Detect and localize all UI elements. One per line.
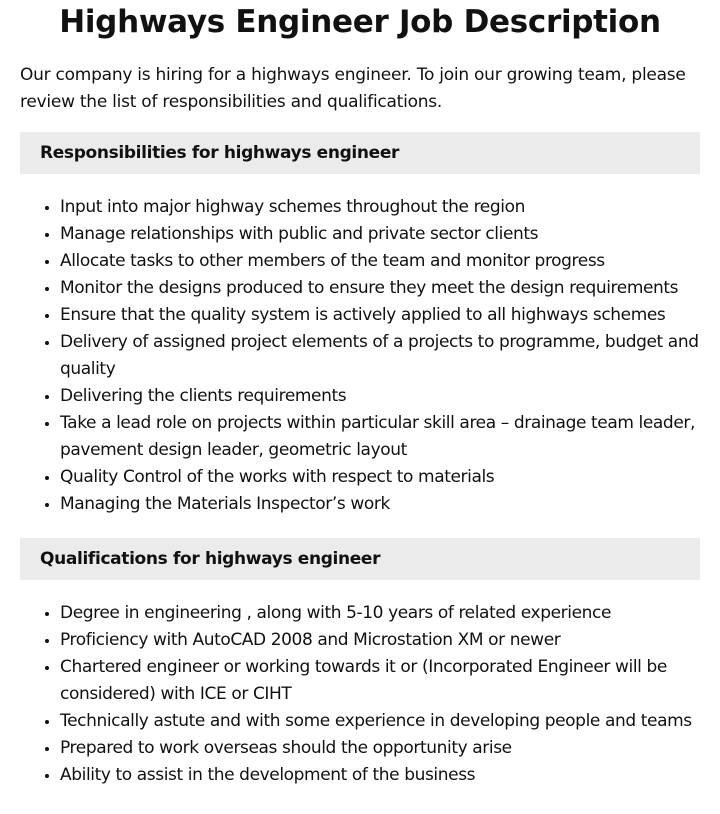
list-item: • Take a lead role on projects within particular skill area – drainage team leader, pavement design leader, geometric layout [60, 410, 700, 464]
list-item: • Prepared to work overseas should the opportunity arise [60, 735, 700, 762]
list-item: • Ensure that the quality system is actively applied to all highways schemes [60, 302, 700, 329]
qualifications-list [20, 600, 700, 789]
list-item: • Quality Control of the works with respect to materials [60, 464, 700, 491]
list-item: • Delivery of assigned project elements of a projects to programme, budget and quality [60, 329, 700, 383]
list-item: • Input into major highway schemes throughout the region [60, 194, 700, 221]
list-item: • Proficiency with AutoCAD 2008 and Microstation XM or newer [60, 627, 700, 654]
list-item: • Managing the Materials Inspector’s work [60, 491, 700, 518]
responsibilities-list [20, 194, 700, 518]
list-item: • Degree in engineering , along with 5-10 years of related experience [60, 600, 700, 627]
list-item: • Technically astute and with some experience in developing people and teams [60, 708, 700, 735]
responsibilities-heading: Responsibilities for highways engineer [20, 132, 700, 174]
list-item: • Ability to assist in the development of the business [60, 762, 700, 789]
list-item: • Chartered engineer or working towards it or (Incorporated Engineer will be considered) with ICE or CIHT [60, 654, 700, 708]
page-title: Highways Engineer Job Description [59, 4, 661, 40]
list-item: • Allocate tasks to other members of the team and monitor progress [60, 248, 700, 275]
intro-paragraph: Our company is hiring for a highways engineer. To join our growing team, please review the list of responsibilities and qualifications. [20, 65, 686, 112]
list-item: • Manage relationships with public and private sector clients [60, 221, 700, 248]
list-item: • Delivering the clients requirements [60, 383, 700, 410]
list-item: • Monitor the designs produced to ensure they meet the design requirements [60, 275, 700, 302]
qualifications-heading: Qualifications for highways engineer [20, 538, 700, 580]
